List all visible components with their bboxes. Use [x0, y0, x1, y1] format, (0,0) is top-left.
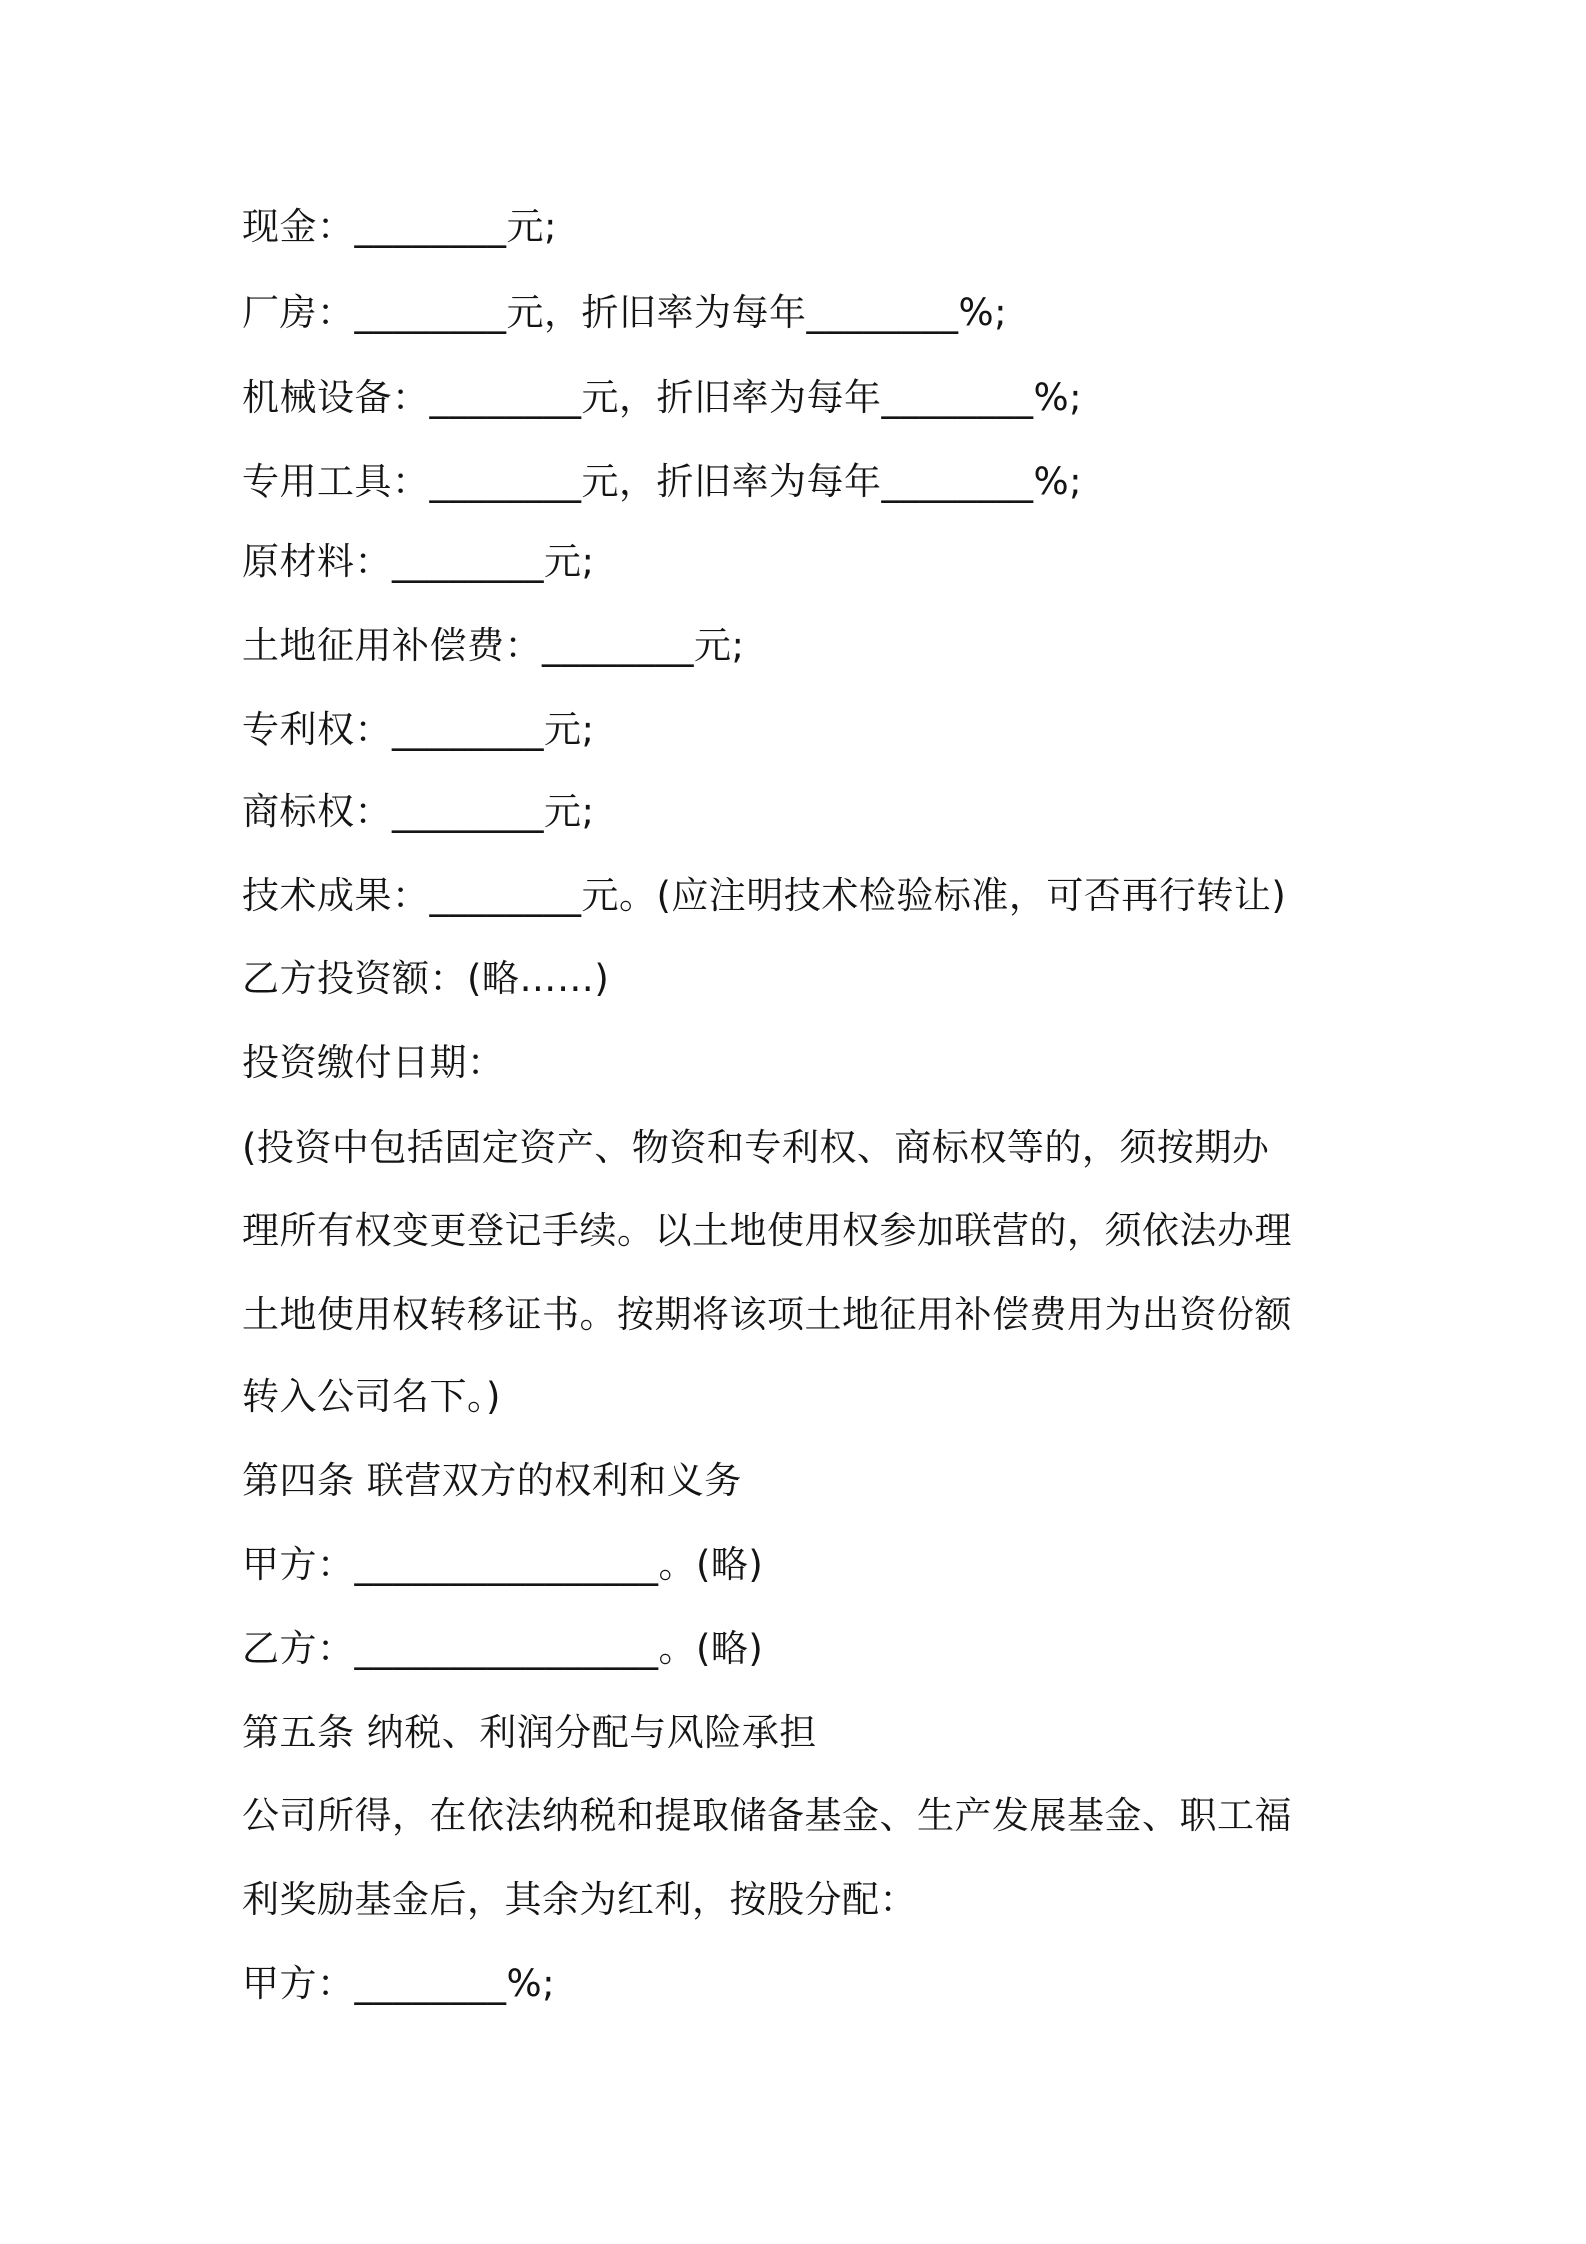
machinery-line: 机械设备：________元，折旧率为每年________%; — [242, 376, 1083, 419]
trademark-line: 商标权：________元; — [242, 790, 595, 833]
profit-line-2: 利奖励基金后，其余为红利，按股分配： — [242, 1878, 917, 1921]
party-b-investment-line: 乙方投资额：(略……) — [242, 957, 610, 1000]
technology-line: 技术成果：________元。(应注明技术检验标准，可否再行转让) — [242, 874, 1287, 917]
raw-materials-line: 原材料：________元; — [242, 540, 595, 583]
profit-line-1: 公司所得，在依法纳税和提取储备基金、生产发展基金、职工福 — [242, 1794, 1292, 1837]
cash-line: 现金：________元; — [242, 205, 557, 248]
factory-line: 厂房：________元，折旧率为每年________%; — [242, 291, 1008, 334]
special-tools-line: 专用工具：________元，折旧率为每年________%; — [242, 460, 1083, 503]
party-b-line: 乙方：________________。(略) — [242, 1627, 764, 1670]
note-line-4: 转入公司名下。) — [242, 1375, 501, 1418]
land-compensation-line: 土地征用补偿费：________元; — [242, 624, 745, 667]
article-5-heading: 第五条 纳税、利润分配与风险承担 — [242, 1711, 817, 1754]
note-line-1: (投资中包括固定资产、物资和专利权、商标权等的，须按期办 — [242, 1126, 1270, 1169]
payment-date-line: 投资缴付日期： — [242, 1041, 505, 1084]
party-a-share-line: 甲方：________%; — [242, 1962, 556, 2005]
patent-line: 专利权：________元; — [242, 708, 595, 751]
note-line-2: 理所有权变更登记手续。以土地使用权参加联营的，须依法办理 — [242, 1209, 1292, 1252]
note-line-3: 土地使用权转移证书。按期将该项土地征用补偿费用为出资份额 — [242, 1293, 1292, 1336]
party-a-line: 甲方：________________。(略) — [242, 1543, 764, 1586]
article-4-heading: 第四条 联营双方的权利和义务 — [242, 1459, 742, 1502]
